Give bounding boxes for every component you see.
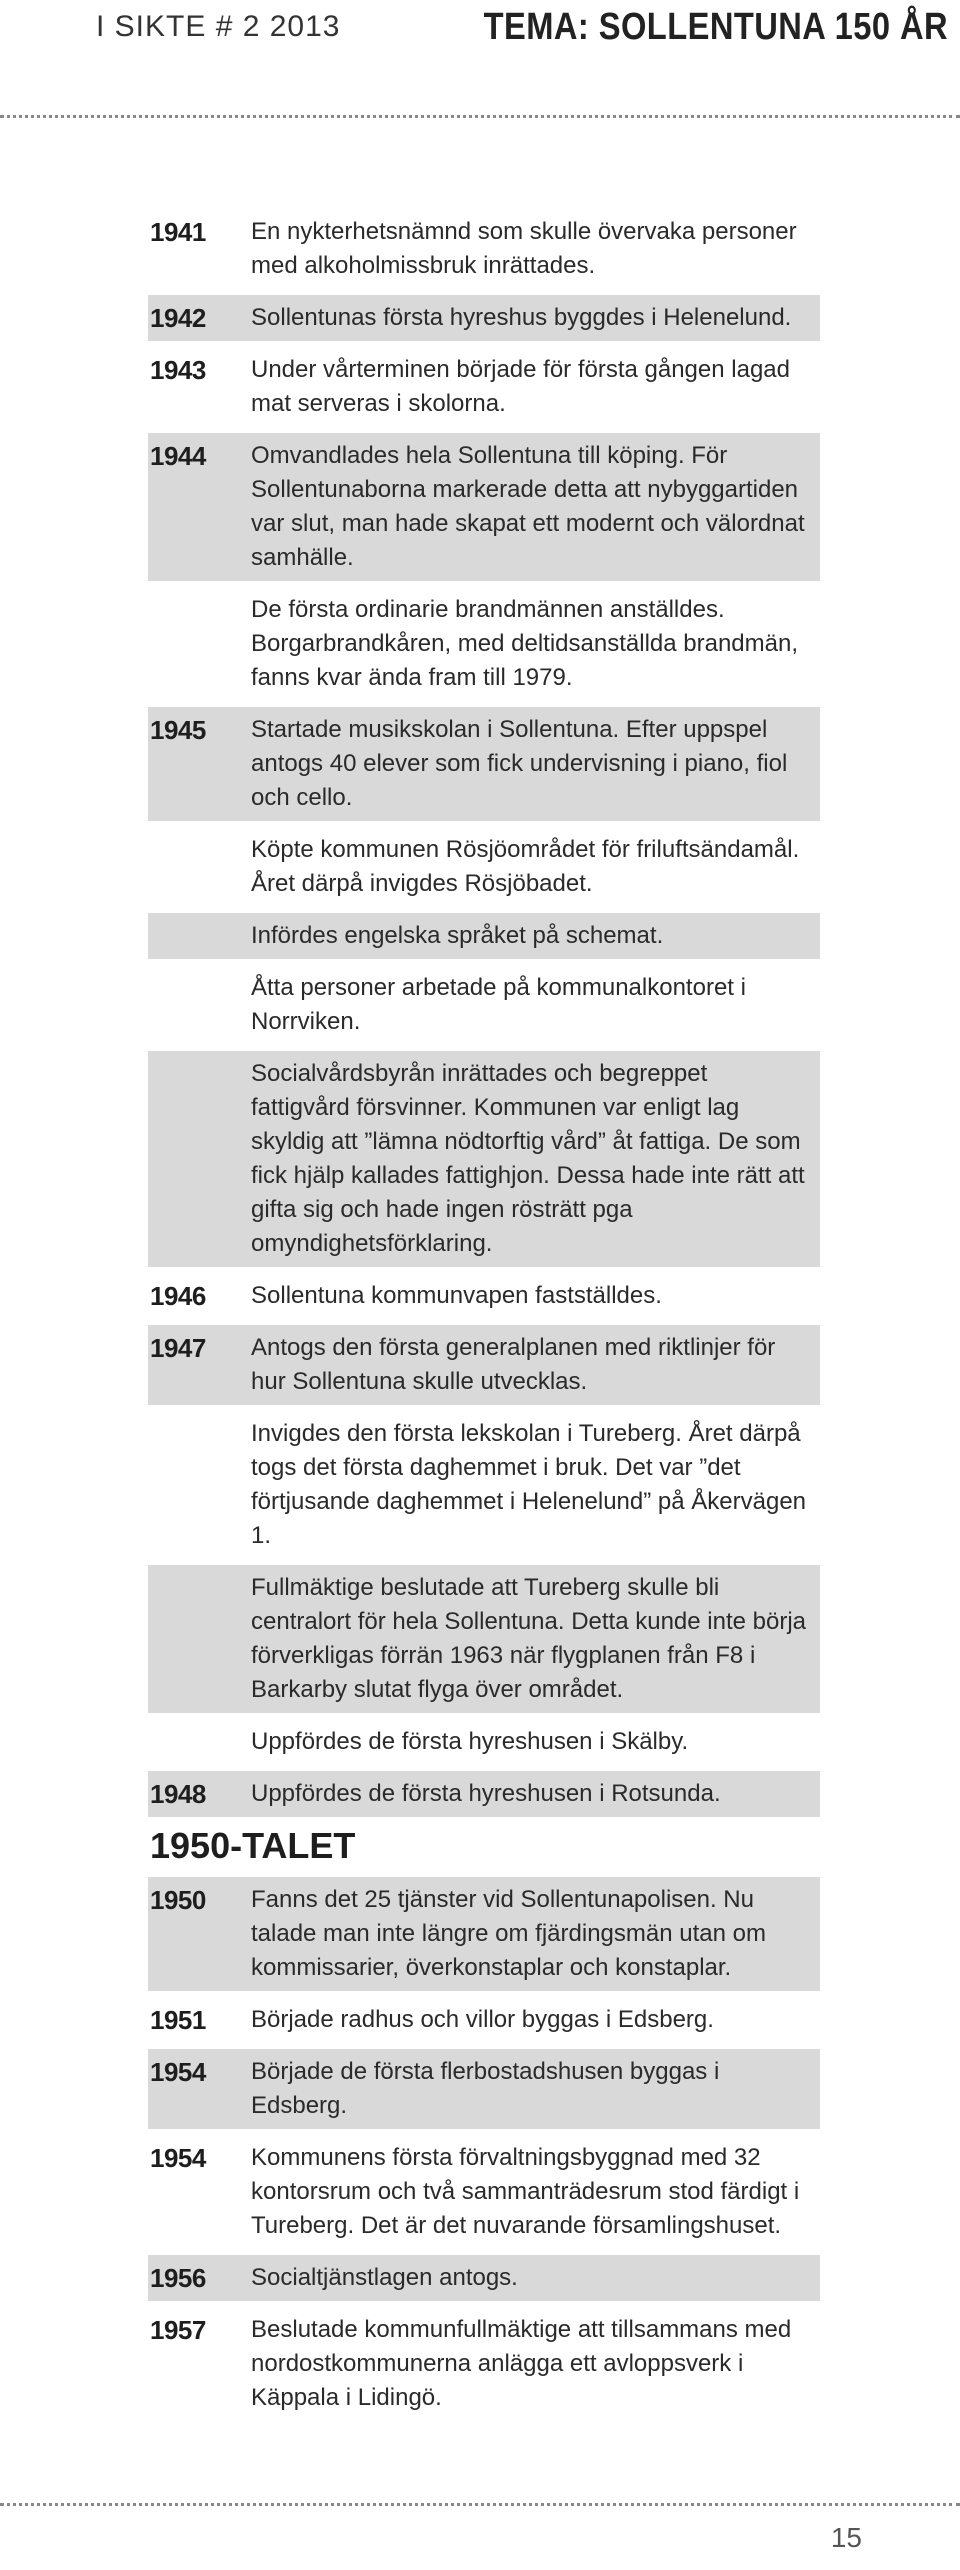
- entry-text: Kommunens första förvaltningsbyggnad med 32 kontorsrum och två sammanträdesrum stod färdigt i Tureberg. Det är det nuvarande församlingshuset.: [251, 2144, 800, 2239]
- bottom-dotted-divider: [0, 2503, 960, 2506]
- entry-text: Fullmäktige beslutade att Tureberg skulle bli centralort för hela Sollentuna. Detta kunde inte börja förverkligas förrän 1963 när flygplanen från F8 i Barkarby slutat flyga över området.: [251, 1574, 807, 1703]
- year-group: [148, 1997, 820, 2043]
- timeline-entry: [148, 2135, 820, 2249]
- entry-text: Köpte kommunen Rösjöområdet för friluftsändamål. Året därpå invigdes Rösjöbadet.: [251, 836, 800, 897]
- entry-text: Sollentuna kommunvapen fastställdes.: [251, 1282, 662, 1309]
- entry-text: Började de första flerbostadshusen byggas i Edsberg.: [251, 2058, 720, 2119]
- year-group: [148, 707, 820, 1267]
- timeline-entry: [148, 2307, 820, 2421]
- year-label: 1954: [150, 2057, 206, 2087]
- timeline-entry: [148, 295, 820, 341]
- entry-text: Sollentunas första hyreshus byggdes i Helenelund.: [251, 304, 792, 331]
- year-group: [148, 295, 820, 341]
- timeline-entry: [148, 1771, 820, 1817]
- timeline-entry: [148, 913, 820, 959]
- timeline-entry: [148, 1877, 820, 1991]
- top-dotted-divider: [0, 115, 960, 118]
- year-group: [148, 347, 820, 427]
- year-label: 1945: [150, 715, 206, 745]
- year-group: [148, 1273, 820, 1319]
- entry-text: Beslutade kommunfullmäktige att tillsammans med nordostkommunerna anlägga ett avloppsverk i Käppala i Lidingö.: [251, 2316, 792, 2411]
- entry-text: Under vårterminen började för första gången lagad mat serveras i skolorna.: [251, 356, 790, 417]
- magazine-issue-title: I SIKTE # 2 2013: [96, 10, 341, 43]
- entry-text: Antogs den första generalplanen med riktlinjer för hur Sollentuna skulle utvecklas.: [251, 1334, 776, 1395]
- year-group: [148, 1771, 820, 1817]
- entry-text: Fanns det 25 tjänster vid Sollentunapolisen. Nu talade man inte längre om fjärdingsmän utan om kommissarier, överkonstaplar och konstaplar.: [251, 1886, 766, 1981]
- timeline-entry: [148, 1565, 820, 1713]
- year-label: 1948: [150, 1779, 206, 1809]
- year-group: [148, 2049, 820, 2129]
- entry-text: Socialtjänstlagen antogs.: [251, 2264, 518, 2291]
- timeline-entry: [148, 2049, 820, 2129]
- year-group: [148, 209, 820, 289]
- year-label: 1942: [150, 303, 206, 333]
- year-label: 1950: [150, 1885, 206, 1915]
- year-label: 1956: [150, 2263, 206, 2293]
- entry-text: Infördes engelska språket på schemat.: [251, 922, 664, 949]
- timeline-entry: [148, 587, 820, 701]
- year-label: 1954: [150, 2143, 206, 2173]
- year-group: [148, 2307, 820, 2421]
- entry-text: Invigdes den första lekskolan i Tureberg. Året därpå togs det första daghemmet i bruk. Det var ”det förtjusande daghemmet i Helenelund” på Åkervägen 1.: [251, 1420, 807, 1549]
- entry-text: Åtta personer arbetade på kommunalkontoret i Norrviken.: [251, 974, 746, 1035]
- timeline-entry: [148, 707, 820, 821]
- entry-text: En nykterhetsnämnd som skulle övervaka personer med alkoholmissbruk inrättades.: [251, 218, 797, 279]
- year-label: 1957: [150, 2315, 206, 2345]
- year-group: [148, 1877, 820, 1991]
- timeline-entry: [148, 2255, 820, 2301]
- timeline-entry: [148, 965, 820, 1045]
- entry-text: De första ordinarie brandmännen anställdes. Borgarbrandkåren, med deltidsanställda brandmän, fanns kvar ända fram till 1979.: [251, 596, 798, 691]
- year-label: 1944: [150, 441, 206, 471]
- year-label: 1943: [150, 355, 206, 385]
- timeline-entry: [148, 433, 820, 581]
- year-label: 1946: [150, 1281, 206, 1311]
- year-group: [148, 2135, 820, 2249]
- timeline-entry: [148, 347, 820, 427]
- entry-text: Började radhus och villor byggas i Edsberg.: [251, 2006, 714, 2033]
- timeline-entry: [148, 827, 820, 907]
- decade-heading: 1950-TALET: [150, 1825, 356, 1866]
- year-group: [148, 433, 820, 701]
- entry-text: Socialvårdsbyrån inrättades och begreppet fattigvård försvinner. Kommunen var enligt lag skyldig att ”lämna nödtorftig vård” åt fattiga. De som fick hjälp kallades fattighjon. Dessa hade inte rätt att gifta sig och hade ingen rösträtt pga omyndighetsförklaring.: [251, 1060, 805, 1257]
- entry-text: Uppfördes de första hyreshusen i Skälby.: [251, 1728, 689, 1755]
- timeline-entry: [148, 1273, 820, 1319]
- entry-text: Uppfördes de första hyreshusen i Rotsunda.: [251, 1780, 721, 1807]
- year-label: 1951: [150, 2005, 206, 2035]
- year-label: 1941: [150, 217, 206, 247]
- timeline-entry: [148, 1719, 820, 1765]
- theme-title: TEMA: SOLLENTUNA 150 ÅR: [483, 6, 948, 48]
- page-header: [0, 0, 960, 60]
- timeline: [148, 209, 820, 2427]
- timeline-entry: [148, 1325, 820, 1405]
- year-group: [148, 1325, 820, 1765]
- timeline-entry: [148, 209, 820, 289]
- page-number: 15: [830, 2522, 862, 2553]
- entry-text: Omvandlades hela Sollentuna till köping. För Sollentunaborna markerade detta att nybyggartiden var slut, man hade skapat ett modernt och välordnat samhälle.: [251, 442, 805, 571]
- entry-text: Startade musikskolan i Sollentuna. Efter uppspel antogs 40 elever som fick undervisning i piano, fiol och cello.: [251, 716, 788, 811]
- year-group: [148, 2255, 820, 2301]
- timeline-entry: [148, 1997, 820, 2043]
- timeline-entry: [148, 1411, 820, 1559]
- timeline-entry: [148, 1051, 820, 1267]
- year-label: 1947: [150, 1333, 206, 1363]
